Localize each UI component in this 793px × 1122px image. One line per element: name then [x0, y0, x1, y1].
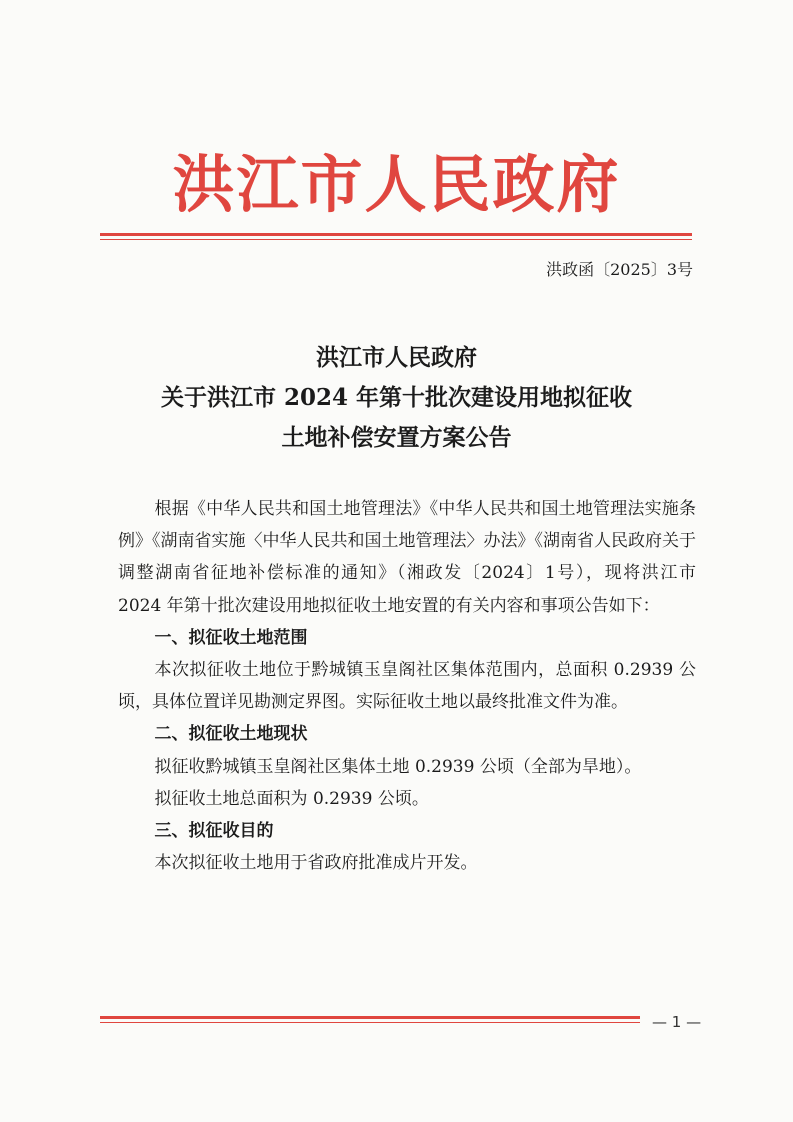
section-heading-purpose: 三、拟征收目的	[154, 821, 274, 842]
section-purpose-paragraph: 本次拟征收土地用于省政府批准成片开发。	[154, 853, 478, 874]
document-number: 洪政函〔2025〕3号	[546, 260, 693, 279]
section-heading-scope: 一、拟征收土地范围	[154, 627, 308, 648]
masthead-title: 洪江市人民政府	[172, 148, 621, 221]
document-title	[0, 338, 793, 458]
section-status-paragraph-1: 拟征收黔城镇玉皇阁社区集体土地 0.2939 公顷（全部为旱地）。	[154, 756, 642, 777]
title-line-1: 洪江市人民政府	[316, 344, 477, 371]
title-line-2: 关于洪江市 2024 年第十批次建设用地拟征收	[160, 384, 633, 411]
section-heading-status: 二、拟征收土地现状	[154, 724, 308, 745]
footer-rule-thin	[100, 1022, 640, 1023]
title-line-3: 土地补偿安置方案公告	[281, 424, 512, 451]
document-body	[118, 493, 696, 879]
section-status-paragraph-2: 拟征收土地总面积为 0.2939 公顷。	[154, 788, 429, 809]
footer-rule-thick	[100, 1016, 640, 1019]
intro-paragraph: 根据《中华人民共和国土地管理法》《中华人民共和国土地管理法实施条例》《湖南省实施〈中华人民共和国土地管理法〉办法》《湖南省人民政府关于调整湖南省征地补偿标准的通知》（湘政发〔2024〕1号），现将洪江市 2024 年第十批次建设用地拟征收土地安置的有关内容和事项公告如下：	[118, 499, 696, 616]
header-rule-thin	[100, 239, 692, 240]
page-number: — 1 —	[652, 1013, 702, 1031]
section-scope-paragraph: 本次拟征收土地位于黔城镇玉皇阁社区集体范围内，总面积 0.2939 公顷，具体位置详见勘测定界图。实际征收土地以最终批准文件为准。	[118, 660, 696, 713]
header-rule-thick	[100, 233, 692, 236]
